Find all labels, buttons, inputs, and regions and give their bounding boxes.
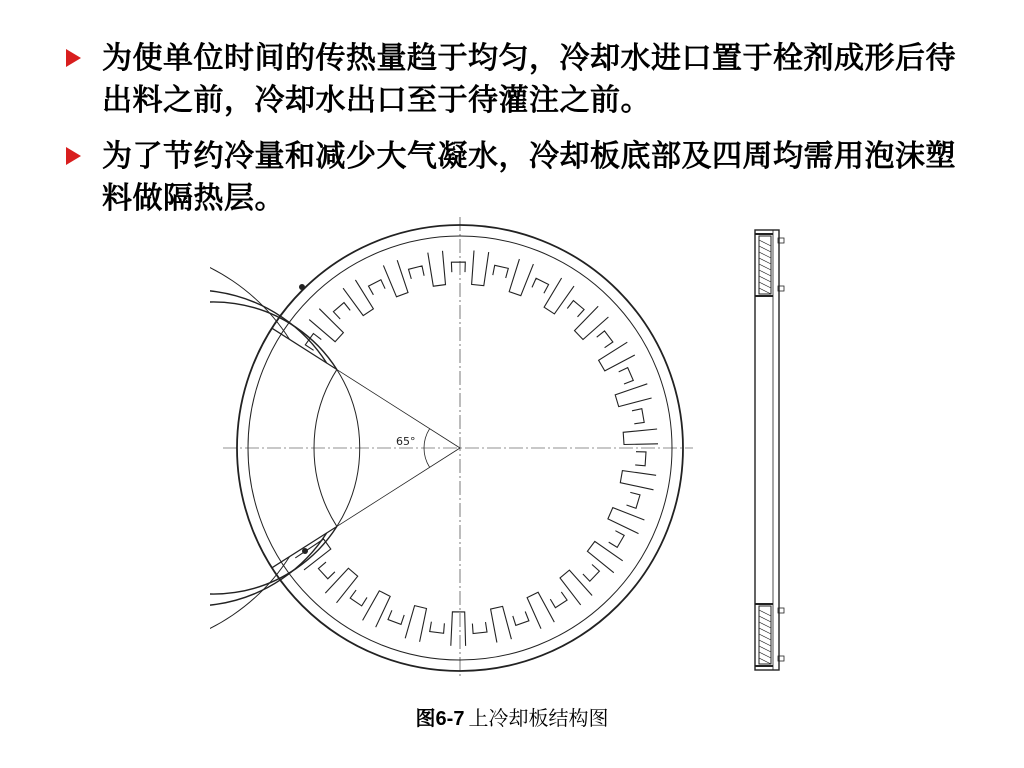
caption-number: 图6-7 bbox=[415, 708, 465, 730]
side-hatch bbox=[759, 258, 771, 264]
caption-title: 上冷却板结构图 bbox=[468, 708, 609, 730]
side-hatch bbox=[759, 270, 771, 276]
arrow-bullet-icon bbox=[66, 49, 81, 67]
side-hatch bbox=[759, 282, 771, 288]
side-hatch bbox=[759, 652, 771, 658]
bolt-hole bbox=[299, 284, 305, 290]
plan-view bbox=[210, 217, 693, 679]
angle-label: 65° bbox=[396, 435, 416, 448]
side-hatch bbox=[759, 240, 771, 246]
bullet-item bbox=[62, 136, 982, 220]
side-hatch bbox=[759, 658, 771, 664]
side-hatch bbox=[759, 640, 771, 646]
bolt-hole bbox=[302, 548, 308, 554]
side-hatch bbox=[759, 246, 771, 252]
side-hatch bbox=[759, 646, 771, 652]
side-hatch bbox=[759, 616, 771, 622]
side-hatch bbox=[759, 264, 771, 270]
bullet-text: 为了节约冷量和减少大气凝水，冷却板底部及四周均需用泡沫塑料做隔热层。 bbox=[102, 139, 956, 216]
bullet-item bbox=[62, 38, 982, 122]
figure-caption bbox=[0, 702, 1024, 731]
arrow-bullet-icon bbox=[66, 147, 81, 165]
angle-ray bbox=[337, 448, 460, 526]
cooling-plate-drawing bbox=[210, 215, 810, 685]
side-hatch bbox=[759, 622, 771, 628]
side-view bbox=[755, 230, 784, 670]
side-hatch bbox=[759, 610, 771, 616]
side-hatch bbox=[759, 634, 771, 640]
side-hatch bbox=[759, 252, 771, 258]
side-hatch bbox=[759, 628, 771, 634]
bullet-text: 为使单位时间的传热量趋于均匀，冷却水进口置于栓剂成形后待出料之前，冷却水出口至于待灌注之前。 bbox=[102, 41, 956, 118]
cooling-plate-figure bbox=[210, 215, 810, 685]
bullet-list bbox=[62, 38, 982, 234]
side-hatch bbox=[759, 288, 771, 294]
side-hatch bbox=[759, 276, 771, 282]
